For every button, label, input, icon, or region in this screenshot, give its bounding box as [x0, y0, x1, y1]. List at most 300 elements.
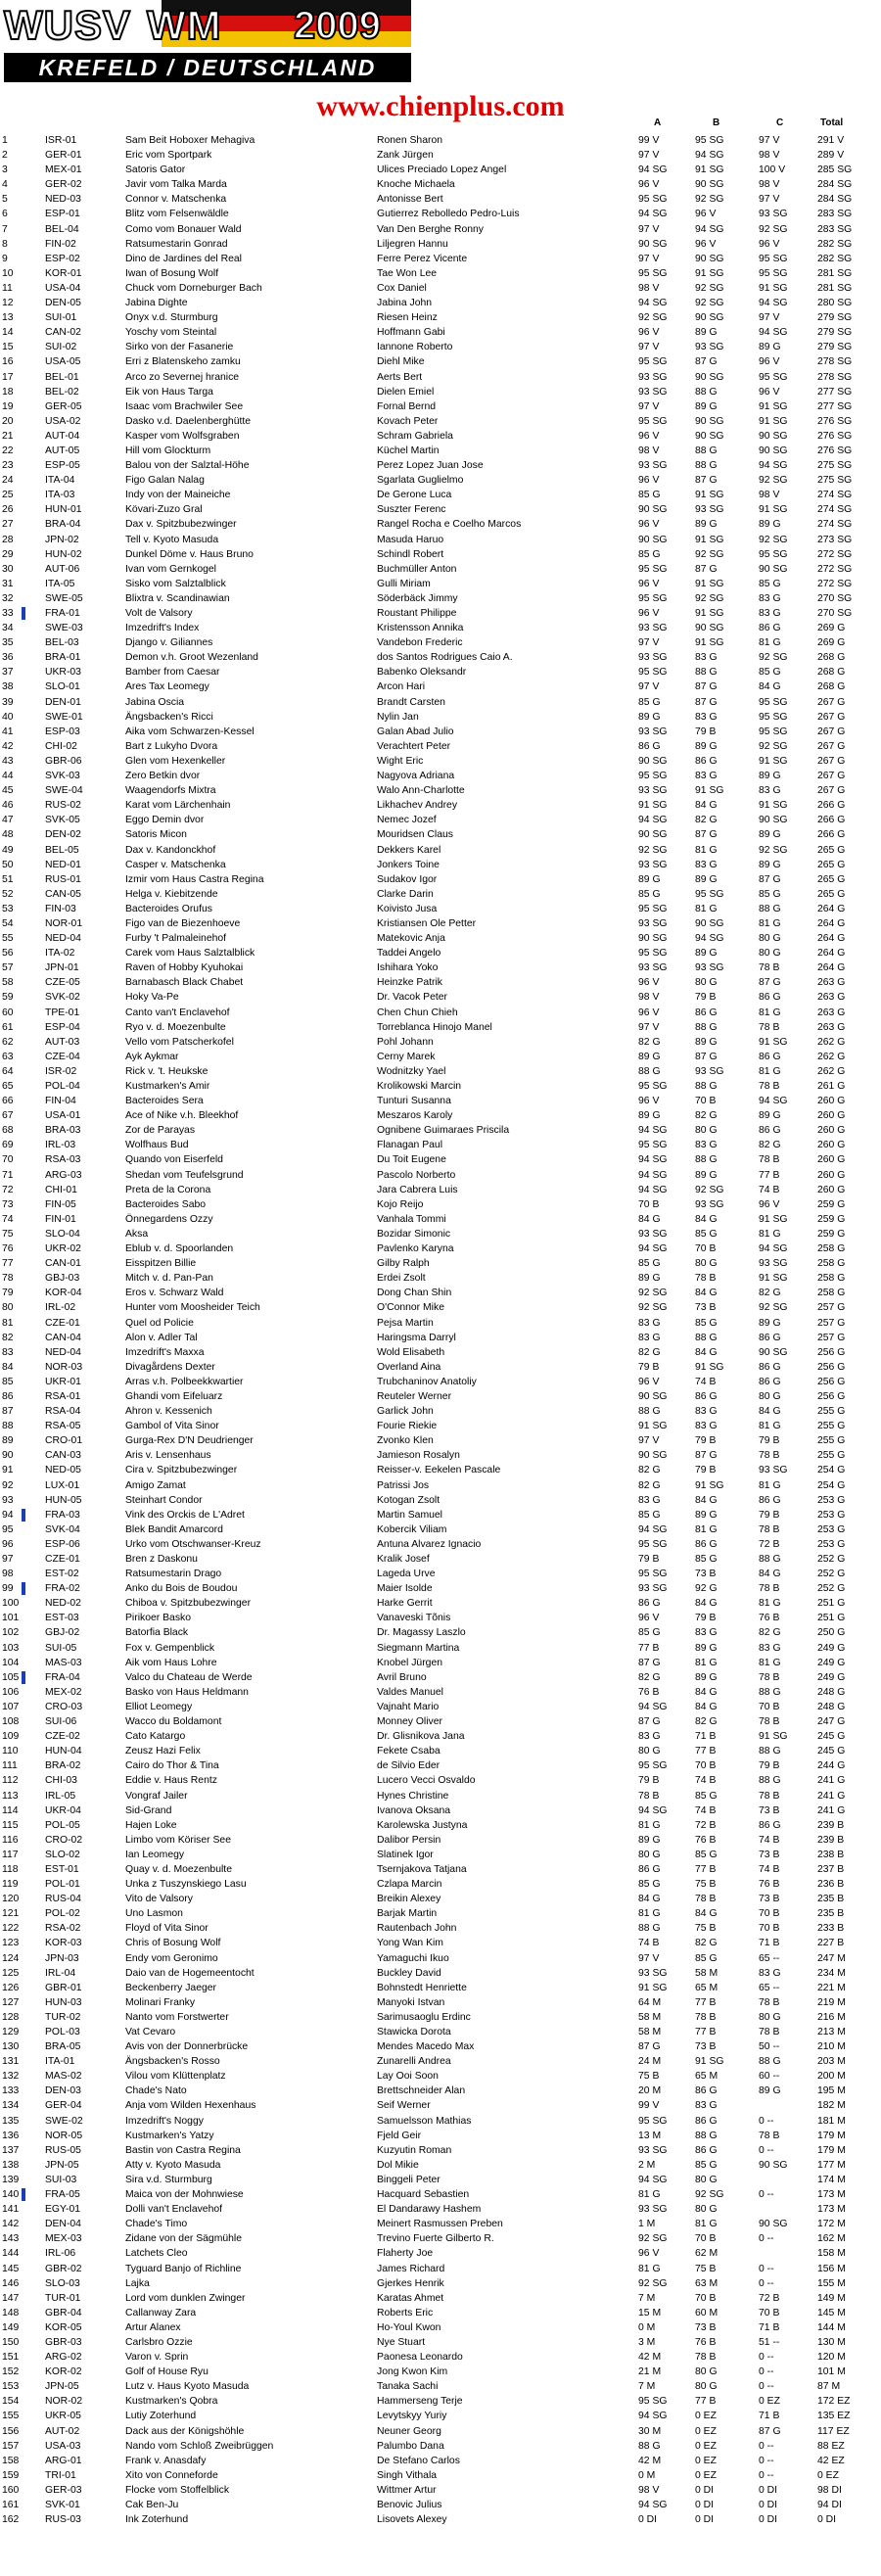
rank: 133 [2, 2085, 20, 2097]
rank: 86 [2, 1390, 14, 1402]
score-total: 94 DI [817, 2500, 842, 2510]
score-a: 93 SG [638, 1967, 668, 1979]
score-b: 93 SG [695, 342, 724, 353]
table-row [0, 340, 881, 354]
score-total: 263 G [817, 1021, 846, 1033]
score-total: 241 G [817, 1775, 846, 1787]
dog-name: Shedan vom Teufelsgrund [125, 1169, 244, 1181]
table-row [0, 1981, 881, 1995]
rank: 111 [2, 1760, 18, 1772]
dog-name: Uno Lasmon [125, 1908, 183, 1920]
score-b: 92 G [695, 1583, 718, 1595]
table-row [0, 739, 881, 754]
score-total: 272 SG [817, 578, 853, 589]
country-code: ESP-06 [45, 1538, 80, 1550]
score-c: 87 G [759, 873, 781, 885]
score-total: 250 G [817, 1627, 846, 1639]
rank: 107 [2, 1701, 20, 1712]
score-a: 89 G [638, 1834, 661, 1846]
site-url: www.chienplus.com [316, 90, 565, 122]
score-total: 253 G [817, 1523, 846, 1535]
rank: 149 [2, 2321, 20, 2333]
table-row [0, 1168, 881, 1183]
rank: 57 [2, 962, 14, 974]
score-b: 81 G [695, 903, 718, 914]
handler-name: Vanhala Tommi [377, 1213, 446, 1225]
score-total: 289 V [817, 150, 845, 162]
score-b: 92 SG [695, 298, 724, 309]
rank: 62 [2, 1036, 14, 1048]
score-c: 86 G [759, 1051, 781, 1062]
table-row [0, 207, 881, 221]
score-b: 89 G [695, 519, 718, 531]
handler-name: Hynes Christine [377, 1790, 449, 1802]
score-c: 89 G [759, 771, 781, 782]
handler-name: Garlick John [377, 1406, 434, 1418]
table-row [0, 1331, 881, 1345]
score-c: 0 -- [759, 2277, 774, 2289]
handler-name: Walo Ann-Charlotte [377, 785, 465, 797]
score-b: 70 B [695, 2233, 717, 2245]
table-row [0, 1478, 881, 1493]
handler-name: Avril Bruno [377, 1671, 427, 1683]
country-code: UKR-02 [45, 1243, 81, 1255]
handler-name: Yamaguchi Ikuo [377, 1952, 449, 1964]
score-c: 78 B [759, 1996, 780, 2008]
score-a: 93 SG [638, 1583, 668, 1595]
dog-name: Lajka [125, 2277, 150, 2289]
score-b: 87 G [695, 1450, 718, 1462]
score-b: 80 G [695, 1125, 718, 1137]
score-a: 95 SG [638, 563, 668, 575]
handler-name: Lageda Urve [377, 1569, 436, 1580]
handler-name: Mendes Macedo Max [377, 2041, 475, 2053]
country-code: TPE-01 [45, 1007, 80, 1018]
score-b: 78 B [695, 2352, 717, 2364]
country-code: UKR-03 [45, 667, 81, 679]
rank: 110 [2, 1746, 19, 1757]
score-c: 95 SG [759, 696, 788, 708]
score-b: 75 B [695, 1923, 717, 1935]
score-b: 92 SG [695, 548, 724, 560]
dog-name: Ahron v. Kessenich [125, 1406, 212, 1418]
score-b: 79 B [695, 1435, 717, 1447]
score-c: 74 B [759, 1863, 780, 1875]
handler-name: Karatas Ahmet [377, 2292, 444, 2304]
table-row [0, 533, 881, 547]
table-row [0, 177, 881, 192]
score-b: 92 SG [695, 2189, 724, 2201]
score-b: 80 G [695, 1258, 718, 1270]
score-a: 93 SG [638, 1228, 668, 1240]
score-b: 95 SG [695, 135, 724, 146]
table-row [0, 1300, 881, 1315]
dog-name: Varon v. Sprin [125, 2352, 189, 2364]
handler-name: Pascolo Norberto [377, 1169, 456, 1181]
score-total: 179 M [817, 2130, 846, 2141]
country-code: BEL-02 [45, 386, 79, 398]
score-total: 255 G [817, 1450, 846, 1462]
score-total: 260 G [817, 1125, 846, 1137]
table-row [0, 133, 881, 148]
table-row [0, 1389, 881, 1404]
handler-name: Kristensson Annika [377, 623, 464, 634]
score-b: 80 G [695, 2174, 718, 2185]
country-code: POL-03 [45, 2027, 80, 2037]
score-a: 92 SG [638, 2277, 668, 2289]
handler-name: El Dandarawy Hashem [377, 2204, 482, 2216]
handler-name: Krolikowski Marcin [377, 1081, 462, 1092]
score-c: 72 B [759, 2292, 780, 2304]
handler-name: De Stefano Carlos [377, 2455, 460, 2466]
score-a: 58 M [638, 2027, 662, 2037]
score-total: 258 G [817, 1288, 846, 1299]
score-total: 260 G [817, 1110, 846, 1122]
score-c: 87 G [759, 2425, 781, 2437]
country-code: GER-02 [45, 179, 82, 191]
rank: 117 [2, 1849, 19, 1860]
dog-name: Arco zo Severnej hranice [125, 371, 240, 383]
score-c: 96 V [759, 1198, 780, 1210]
score-b: 81 G [695, 844, 718, 856]
table-row [0, 148, 881, 163]
score-a: 94 SG [638, 815, 668, 826]
country-code: TRI-01 [45, 2469, 76, 2481]
score-total: 155 M [817, 2277, 846, 2289]
dog-name: Chris of Bosung Wolf [125, 1938, 221, 1949]
wusv-logo [0, 0, 421, 84]
score-b: 75 B [695, 2263, 717, 2274]
country-code: SLO-01 [45, 681, 80, 693]
score-b: 82 G [695, 1716, 718, 1728]
score-total: 260 G [817, 1140, 846, 1151]
country-code: NOR-01 [45, 917, 83, 929]
col-header-b: B [713, 117, 720, 128]
dog-name: Zeusz Hazi Felix [125, 1746, 201, 1757]
dog-name: Bacteroides Sera [125, 1096, 204, 1107]
handler-name: Mouridsen Claus [377, 829, 453, 841]
handler-name: Kovach Peter [377, 415, 439, 427]
dog-name: Sam Beit Hoboxer Mehagiva [125, 135, 255, 146]
dog-name: Cairo do Thor & Tina [125, 1760, 219, 1772]
country-code: IRL-04 [45, 1967, 76, 1979]
table-row [0, 399, 881, 414]
table-row [0, 2291, 881, 2306]
score-total: 257 G [817, 1302, 846, 1314]
handler-name: Brandt Carsten [377, 696, 445, 708]
table-row [0, 1227, 881, 1241]
dog-name: Wacco du Boldamont [125, 1716, 222, 1728]
score-a: 94 SG [638, 1154, 668, 1166]
score-total: 239 B [817, 1834, 845, 1846]
score-a: 81 G [638, 2189, 661, 2201]
score-c: 91 SG [759, 1036, 788, 1048]
score-b: 84 G [695, 1908, 718, 1920]
score-total: 267 G [817, 726, 846, 737]
score-a: 82 G [638, 1465, 661, 1476]
score-total: 265 G [817, 859, 846, 870]
score-b: 73 B [695, 2041, 717, 2053]
handler-name: Heinzke Patrik [377, 977, 442, 989]
handler-name: dos Santos Rodrigues Caio A. [377, 652, 513, 664]
score-b: 90 SG [695, 253, 724, 264]
score-total: 252 G [817, 1569, 846, 1580]
table-row [0, 1848, 881, 1862]
table-row [0, 1433, 881, 1448]
score-b: 74 B [695, 1804, 717, 1816]
country-code: CAN-02 [45, 327, 81, 339]
dog-name: Demon v.h. Groot Wezenland [125, 652, 258, 664]
score-total: 283 SG [817, 223, 853, 235]
handler-name: Zunarelli Andrea [377, 2056, 451, 2068]
score-total: 284 SG [817, 194, 853, 206]
score-total: 173 M [817, 2189, 846, 2201]
score-a: 93 SG [638, 623, 668, 634]
handler-name: Barjak Martin [377, 1908, 438, 1920]
score-c: 0 -- [759, 2440, 774, 2452]
score-total: 279 SG [817, 342, 853, 353]
score-b: 83 G [695, 1421, 718, 1432]
dog-name: Zidane von der Sägmühle [125, 2233, 242, 2245]
country-code: CZE-01 [45, 1554, 80, 1565]
rank: 147 [2, 2292, 20, 2304]
rank: 74 [2, 1213, 14, 1225]
country-code: BRA-04 [45, 519, 81, 531]
score-a: 83 G [638, 1731, 661, 1743]
score-c: 81 G [759, 1007, 781, 1018]
country-code: MEX-03 [45, 2233, 82, 2245]
rank: 122 [2, 1923, 20, 1935]
logo-city: KREFELD / DEUTSCHLAND [4, 53, 411, 82]
dog-name: Izmir vom Haus Castra Regina [125, 873, 264, 885]
score-c: 78 B [759, 1081, 780, 1092]
rank: 114 [2, 1804, 19, 1816]
handler-name: Gilby Ralph [377, 1258, 430, 1270]
rank: 43 [2, 755, 14, 767]
score-c: 0 -- [759, 2233, 774, 2245]
score-total: 248 G [817, 1701, 846, 1712]
score-total: 285 SG [817, 164, 853, 176]
score-total: 234 M [817, 1967, 846, 1979]
score-c: 81 G [759, 1228, 781, 1240]
country-code: SLO-04 [45, 1228, 80, 1240]
score-total: 276 SG [817, 415, 853, 427]
country-code: CAN-01 [45, 1258, 81, 1270]
score-b: 90 SG [695, 312, 724, 324]
score-b: 85 G [695, 1554, 718, 1565]
score-a: 93 SG [638, 859, 668, 870]
score-b: 95 SG [695, 888, 724, 900]
table-row [0, 1006, 881, 1020]
score-total: 251 G [817, 1613, 846, 1624]
dog-name: Dolli van't Enclavehof [125, 2204, 223, 2216]
score-a: 7 M [638, 2381, 656, 2393]
table-row [0, 562, 881, 577]
handler-name: Fourie Riekie [377, 1421, 438, 1432]
dog-name: Ghandi vom Eifeluarz [125, 1390, 223, 1402]
score-b: 73 B [695, 1569, 717, 1580]
table-row [0, 650, 881, 665]
handler-name: Söderbäck Jimmy [377, 592, 458, 604]
score-a: 86 G [638, 1863, 661, 1875]
handler-name: Valdes Manuel [377, 1686, 443, 1698]
table-row [0, 1700, 881, 1714]
country-code: DEN-04 [45, 2219, 81, 2230]
rank: 162 [2, 2514, 20, 2526]
handler-name: Nylin Jan [377, 711, 419, 723]
country-code: ARG-01 [45, 2455, 82, 2466]
country-code: RUS-05 [45, 2144, 81, 2156]
score-total: 275 SG [817, 475, 853, 487]
score-total: 269 G [817, 623, 846, 634]
country-code: FRA-04 [45, 1671, 80, 1683]
rank: 89 [2, 1435, 14, 1447]
handler-name: Siegmann Martina [377, 1642, 460, 1654]
score-c: 81 G [759, 1657, 781, 1668]
handler-name: Gutierrez Rebolledo Pedro-Luis [377, 209, 520, 220]
table-row [0, 1360, 881, 1375]
score-total: 258 G [817, 1243, 846, 1255]
score-total: 247 G [817, 1716, 846, 1728]
rank: 73 [2, 1198, 14, 1210]
table-row [0, 252, 881, 266]
score-total: 245 G [817, 1746, 846, 1757]
rank: 28 [2, 534, 14, 545]
score-c: 78 B [759, 1523, 780, 1535]
rank: 123 [2, 1938, 20, 1949]
score-b: 79 B [695, 992, 717, 1004]
table-row [0, 2439, 881, 2454]
dog-name: Jabina Oscia [125, 696, 185, 708]
country-code: GBR-04 [45, 2307, 82, 2318]
handler-name: Schindl Robert [377, 548, 444, 560]
score-b: 83 G [695, 771, 718, 782]
handler-name: Vajnaht Mario [377, 1701, 440, 1712]
score-total: 237 B [817, 1863, 845, 1875]
dog-name: Bamber from Caesar [125, 667, 220, 679]
country-code: FRA-05 [45, 2189, 80, 2201]
country-code: EST-03 [45, 1613, 79, 1624]
handler-name: Flaherty Joe [377, 2248, 434, 2260]
dog-name: Jabina Dighte [125, 298, 188, 309]
handler-name: Tunturi Susanna [377, 1096, 451, 1107]
score-total: 241 G [817, 1804, 846, 1816]
score-total: 117 EZ [817, 2425, 850, 2437]
handler-name: Martin Samuel [377, 1509, 442, 1521]
dog-name: Aksa [125, 1228, 149, 1240]
score-total: 156 M [817, 2263, 846, 2274]
table-row [0, 2350, 881, 2365]
score-c: 98 V [759, 490, 780, 501]
score-a: 84 G [638, 1213, 661, 1225]
dog-name: Ängsbacken's Rosso [125, 2056, 220, 2068]
score-a: 75 B [638, 2071, 660, 2083]
score-a: 90 SG [638, 933, 668, 945]
dog-name: Blitz vom Felsenwäldle [125, 209, 229, 220]
table-row [0, 266, 881, 281]
table-row [0, 1862, 881, 1877]
handler-name: Schram Gabriela [377, 430, 453, 442]
dog-name: Dino de Jardines del Real [125, 253, 242, 264]
handler-name: Dalibor Persin [377, 1834, 441, 1846]
rank: 130 [2, 2041, 20, 2053]
table-row [0, 1581, 881, 1596]
score-b: 91 SG [695, 637, 724, 649]
table-row [0, 414, 881, 429]
score-c: 90 SG [759, 563, 788, 575]
country-code: HUN-02 [45, 548, 82, 560]
dog-name: Eros v. Schwarz Wald [125, 1288, 224, 1299]
dog-name: Volt de Valsory [125, 608, 193, 619]
score-c: 95 SG [759, 726, 788, 737]
score-a: 93 SG [638, 371, 668, 383]
country-code: CAN-05 [45, 888, 81, 900]
table-row [0, 502, 881, 517]
score-total: 249 G [817, 1671, 846, 1683]
country-code: AUT-04 [45, 430, 80, 442]
handler-name: Sarimusaoglu Erdinc [377, 2011, 471, 2023]
rank: 101 [2, 1613, 20, 1624]
handler-name: Vandebon Frederic [377, 637, 463, 649]
handler-name: Küchel Martin [377, 445, 440, 456]
handler-name: Dielen Emiel [377, 386, 435, 398]
country-code: BEL-04 [45, 223, 79, 235]
score-b: 91 SG [695, 578, 724, 589]
handler-name: Palumbo Dana [377, 2440, 444, 2452]
score-total: 149 M [817, 2292, 846, 2304]
score-b: 85 G [695, 1952, 718, 1964]
score-a: 99 V [638, 2100, 660, 2112]
rank: 99 [2, 1583, 14, 1595]
score-b: 87 G [695, 356, 718, 368]
rank: 104 [2, 1657, 20, 1668]
country-code: GBJ-02 [45, 1627, 80, 1639]
rank: 94 [2, 1509, 14, 1521]
table-row [0, 843, 881, 858]
score-a: 13 M [638, 2130, 662, 2141]
score-b: 83 G [695, 2100, 718, 2112]
rank: 116 [2, 1834, 19, 1846]
table-row [0, 1685, 881, 1700]
score-c: 78 B [759, 2027, 780, 2037]
score-b: 91 SG [695, 164, 724, 176]
rank: 50 [2, 859, 14, 870]
table-row [0, 946, 881, 960]
dog-name: Ryo v. d. Moezenbulte [125, 1021, 226, 1033]
dog-name: Ace of Nike v.h. Bleekhof [125, 1110, 239, 1122]
handler-name: Lucero Vecci Osvaldo [377, 1775, 476, 1787]
country-code: RSA-05 [45, 1421, 81, 1432]
score-total: 267 G [817, 785, 846, 797]
country-code: EST-01 [45, 1863, 79, 1875]
table-row [0, 1493, 881, 1508]
score-total: 179 M [817, 2144, 846, 2156]
score-b: 70 B [695, 1243, 717, 1255]
rank: 16 [2, 356, 14, 368]
score-total: 256 G [817, 1346, 846, 1358]
score-b: 82 G [695, 1938, 718, 1949]
country-code: BRA-03 [45, 1125, 81, 1137]
rank: 2 [2, 150, 8, 162]
table-row [0, 444, 881, 458]
table-row [0, 2379, 881, 2394]
score-b: 81 G [695, 1657, 718, 1668]
score-total: 259 G [817, 1228, 846, 1240]
dog-name: Sisko vom Salztalblick [125, 578, 226, 589]
country-code: EGY-01 [45, 2204, 81, 2216]
score-total: 256 G [817, 1376, 846, 1387]
handler-name: Lay Ooi Soon [377, 2071, 439, 2083]
